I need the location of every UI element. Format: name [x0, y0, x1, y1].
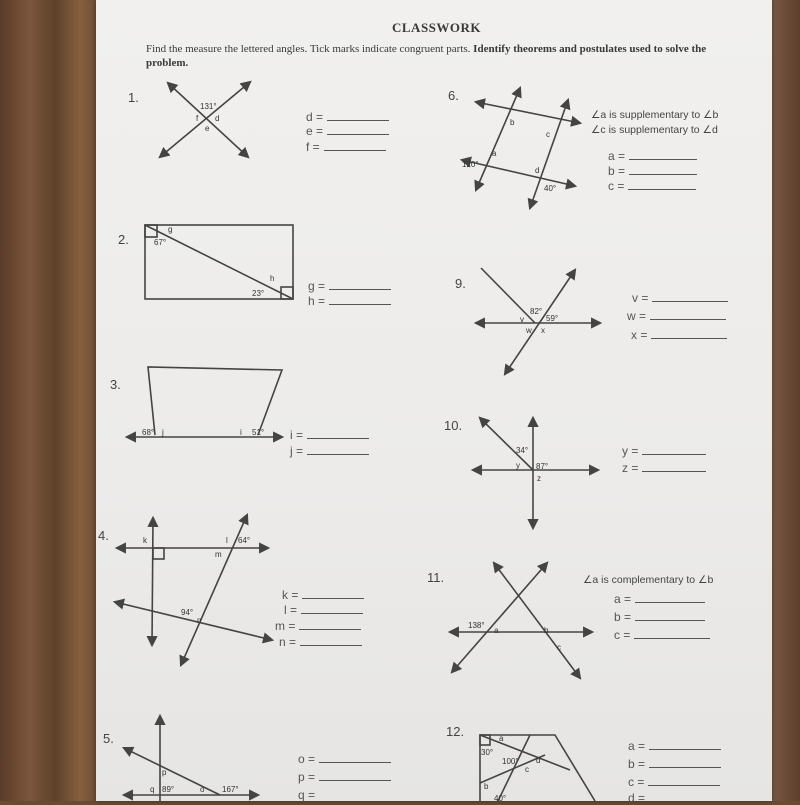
p11-angle-label: 138°	[468, 621, 485, 630]
p12-angle-label: a	[499, 734, 504, 743]
p11-answer-a[interactable]: a =	[614, 592, 705, 606]
p1-angle-label: 131°	[200, 102, 217, 111]
p12-answer-b[interactable]: b =	[628, 757, 721, 771]
p6-answer-c[interactable]: c =	[608, 179, 696, 193]
problem-4-number: 4.	[98, 528, 109, 543]
p3-trapezoid	[148, 367, 282, 435]
p11-angle-label: c	[557, 643, 561, 652]
p4-angle-label: l	[226, 536, 228, 545]
problem-11-number: 11.	[427, 570, 445, 585]
problem-12-number: 12.	[446, 724, 465, 739]
p1-angle-label: d	[215, 114, 220, 123]
problem-6-number: 6.	[448, 88, 459, 103]
problem-5-number: 5.	[103, 731, 114, 746]
p9-answer-v[interactable]: v =	[632, 291, 728, 305]
p12-angle-label: d	[536, 756, 541, 765]
p9-angle-label: 82°	[530, 307, 543, 316]
p11-line-right	[494, 563, 580, 678]
instructions-bold: Identify theorems and postulates used to solve the problem.	[146, 43, 707, 69]
p9-angle-label: w	[526, 326, 532, 335]
p12-answer-c[interactable]: c =	[628, 775, 720, 789]
page-title: CLASSWORK	[392, 20, 482, 35]
problem-10-number: 10.	[444, 418, 463, 433]
p9-answer-x[interactable]: x =	[631, 328, 727, 342]
p12-angle-label: 100°	[502, 757, 519, 766]
p10-answer-y[interactable]: y =	[622, 444, 706, 458]
p6-answer-a[interactable]: a =	[608, 149, 697, 163]
instructions	[146, 42, 736, 70]
p12-answer-a[interactable]: a =	[628, 739, 721, 753]
p11-line-left	[452, 563, 547, 672]
p11-answer-c[interactable]: c =	[614, 628, 710, 642]
p9-angle-label: x	[541, 326, 545, 335]
problem-1-number: 1.	[128, 90, 139, 105]
p10-angle-label: 34°	[516, 446, 529, 455]
p9-angle-label: 59°	[546, 314, 559, 323]
p2-right-angle-2	[281, 287, 293, 299]
p10-angle-label: z	[537, 474, 541, 483]
p4-angle-label: 94°	[181, 608, 194, 617]
p3-angle-label: 68°	[142, 428, 155, 437]
p3-answer-j[interactable]: j =	[290, 444, 369, 458]
p6-angle-label: a	[492, 149, 497, 158]
p1-angle-label: f	[196, 114, 199, 123]
p12-angle-label: c	[525, 765, 529, 774]
p9-line-a	[481, 268, 535, 323]
p12-angle-label: 30°	[481, 748, 494, 757]
p6-answer-b[interactable]: b =	[608, 164, 697, 178]
p6-angle-label: b	[510, 118, 515, 127]
p4-line-vertical	[152, 518, 153, 645]
p4-answer-k[interactable]: k =	[282, 588, 364, 602]
p2-angle-label: g	[168, 225, 173, 234]
instructions-plain: Find the measure the lettered angles. Tick marks indicate congruent parts.	[146, 43, 471, 55]
p12-angle-label: 40°	[494, 794, 507, 803]
p6-note: ∠a is supplementary to ∠b	[591, 109, 719, 121]
p10-angle-label: y	[516, 461, 520, 470]
p9-answer-w[interactable]: w =	[627, 309, 726, 323]
p12-figure	[480, 735, 595, 801]
p1-answer-f[interactable]: f =	[306, 140, 386, 154]
p6-note: ∠c is supplementary to ∠d	[591, 124, 718, 136]
p6-angle-label: c	[546, 130, 550, 139]
p10-line-diagonal	[480, 418, 533, 470]
p5-answer-q[interactable]: q =	[298, 788, 316, 802]
p5-angle-label: 89°	[162, 785, 175, 794]
p3-answer-i[interactable]: i =	[290, 428, 369, 442]
p2-right-angle-1	[145, 225, 157, 237]
p2-angle-label: h	[270, 274, 275, 283]
p5-angle-label: p	[162, 768, 167, 777]
p6-angle-label: 120°	[462, 160, 479, 169]
p6-angle-label: 40°	[544, 184, 557, 193]
p4-angle-label: m	[215, 550, 222, 559]
p1-angle-label: e	[205, 124, 210, 133]
p4-angle-label: 64°	[238, 536, 251, 545]
p2-angle-label: 67°	[154, 238, 167, 247]
p5-angle-label: o	[200, 785, 205, 794]
p3-angle-label: j	[162, 428, 164, 437]
p4-line-bottom	[115, 602, 272, 640]
p4-answer-m[interactable]: m =	[275, 619, 361, 633]
problem-2-number: 2.	[118, 232, 129, 247]
p11-note: ∠a is complementary to ∠b	[583, 574, 714, 586]
p2-angle-label: 23°	[252, 289, 265, 298]
p9-angle-label: v	[520, 315, 524, 324]
p12-angle-label: b	[484, 782, 489, 791]
p4-angle-label: k	[143, 536, 147, 545]
p2-answer-g[interactable]: g =	[308, 279, 391, 293]
problem-3-number: 3.	[110, 377, 121, 392]
p10-angle-label: 87°	[536, 462, 549, 471]
p3-angle-label: 51°	[252, 428, 265, 437]
p4-right-angle	[153, 548, 164, 559]
p4-angle-label: n	[197, 616, 202, 625]
p12-answer-d[interactable]: d =	[628, 791, 646, 805]
p4-answer-n[interactable]: n =	[279, 635, 362, 649]
p3-angle-label: i	[240, 428, 242, 437]
p1-answer-d[interactable]: d =	[306, 110, 389, 124]
p5-answer-o[interactable]: o =	[298, 752, 391, 766]
p11-angle-label: a	[494, 626, 499, 635]
p6-angle-label: d	[535, 166, 540, 175]
p11-answer-b[interactable]: b =	[614, 610, 705, 624]
p10-answer-z[interactable]: z =	[622, 461, 706, 475]
problem-9-number: 9.	[455, 276, 466, 291]
p11-angle-label: b	[544, 626, 549, 635]
p5-angle-label: q	[150, 785, 155, 794]
p5-angle-label: 167°	[222, 785, 239, 794]
p9-line-b	[505, 270, 575, 374]
p5-answer-p[interactable]: p =	[298, 770, 391, 784]
p1-answer-e[interactable]: e =	[306, 124, 389, 138]
p4-answer-l[interactable]: l =	[284, 603, 363, 617]
p2-diagonal	[145, 225, 293, 299]
p2-answer-h[interactable]: h =	[308, 294, 391, 308]
